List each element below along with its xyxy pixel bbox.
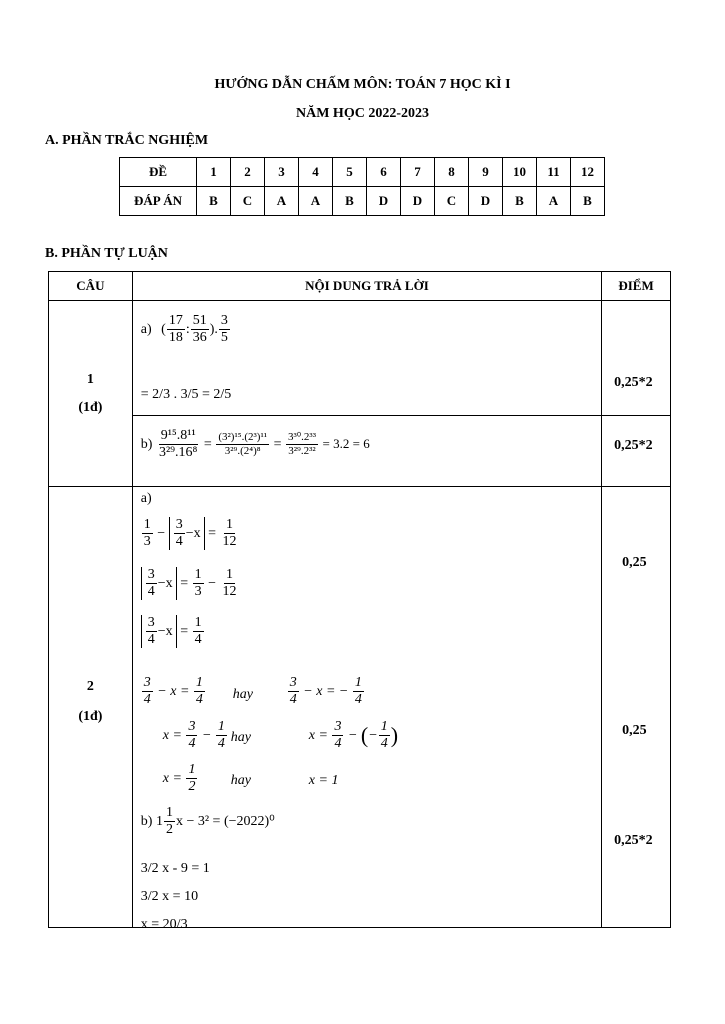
q1-row-a — [49, 301, 671, 416]
question-row — [120, 158, 605, 187]
q2-content — [132, 487, 601, 932]
q2a-step2-right: x = $\frac{3}{4}$ − (− $\frac{1}{4}$ ) — [308, 719, 399, 752]
q2a-step3-right: x = 1 — [308, 773, 339, 788]
answer-cell: B — [197, 187, 231, 216]
answer-row — [120, 187, 605, 216]
q2-number: 2 — [86, 679, 94, 694]
q1b-frac3: $\frac{\text{3³⁰.2³³}}{\text{3²⁹.2³²}}$ — [287, 431, 317, 458]
question-cell: 10 — [503, 158, 537, 187]
q1b-eq1: = — [203, 436, 212, 452]
q2a-line3: $\frac{3}{4}$ −x = $\frac{1}{4}$ — [141, 615, 205, 648]
question-cell: 9 — [469, 158, 503, 187]
q2a-step3-left: x = $\frac{1}{2}$ — [162, 762, 196, 795]
answer-cell: C — [435, 187, 469, 216]
section-b-title: B. PHẦN TỰ LUẬN — [45, 246, 168, 261]
q1-number: 1 — [86, 371, 94, 387]
question-cell: 7 — [401, 158, 435, 187]
q1b-eq2: = — [273, 436, 282, 452]
row-label-dap-an: ĐÁP ÁN — [120, 187, 197, 216]
doc-subtitle: NĂM HỌC 2022-2023 — [296, 106, 429, 121]
q1b-result: = 3.2 = 6 — [322, 435, 370, 451]
q2-points: (1đ) — [78, 709, 103, 724]
q1b-score-cell — [602, 416, 671, 487]
q1-label-cell — [49, 301, 133, 487]
q2a-step1-right: $\frac{3}{4}$ − x = − $\frac{1}{4}$ — [289, 675, 362, 708]
q1b-content — [132, 416, 601, 487]
q1-points: (1đ) — [78, 399, 103, 415]
q2b-line4: x = 20/3 — [140, 917, 188, 932]
q1b-expression — [141, 428, 370, 461]
q1b-frac2: $\frac{\text{(3²)¹⁵.(2³)¹¹}}{\text{3²⁹.(2⁴)⁸}}$ — [218, 431, 268, 458]
q2-label-cell — [49, 487, 133, 928]
q2a-step1-hay: hay — [232, 687, 253, 702]
header-row — [49, 272, 671, 301]
q1a-content — [132, 301, 601, 416]
q1a-score-cell — [602, 301, 671, 416]
q1b-frac1: $\frac{\text{9¹⁵.8¹¹}}{\text{3²⁹.16⁸}}$ — [158, 428, 198, 461]
q1a-expression — [141, 313, 231, 346]
q2a-step2-left: x = $\frac{3}{4}$ − $\frac{1}{4}$ — [162, 719, 225, 752]
q2a-step2-hay: hay — [230, 730, 251, 745]
q2a-line1: $\frac{1}{3}$ − $\frac{3}{4}$ −x = $\frac{1}{12}$ — [143, 517, 237, 550]
q1a-result: = 2/3 . 3/5 = 2/5 — [140, 387, 232, 402]
question-cell: 8 — [435, 158, 469, 187]
q1a-frac2: $\frac{51}{36}$ — [192, 313, 207, 346]
essay-table — [48, 271, 671, 932]
q1b-label: b) — [140, 436, 153, 452]
answer-cell: B — [503, 187, 537, 216]
question-cell: 2 — [231, 158, 265, 187]
question-cell: 3 — [265, 158, 299, 187]
header-cau: CÂU — [49, 272, 133, 301]
q2-score1: 0,25 — [622, 555, 647, 570]
q2a-step3-hay: hay — [230, 773, 251, 788]
question-cell: 4 — [299, 158, 333, 187]
answer-cell: B — [333, 187, 367, 216]
q1b-score: 0,25*2 — [614, 438, 653, 453]
q2a-label: a) — [140, 491, 152, 506]
answer-cell: D — [469, 187, 503, 216]
question-cell: 6 — [367, 158, 401, 187]
answer-key-table — [119, 157, 605, 216]
question-cell: 1 — [197, 158, 231, 187]
q1a-label: a) — [140, 321, 152, 337]
section-a-title: A. PHẦN TRẮC NGHIỆM — [45, 133, 209, 148]
answer-cell: D — [401, 187, 435, 216]
q1a-score: 0,25*2 — [614, 375, 653, 390]
question-cell: 5 — [333, 158, 367, 187]
row-label-de: ĐỀ — [120, 158, 197, 187]
q2a-line2: $\frac{3}{4}$ −x = $\frac{1}{3}$ − $\frac{1}{12}$ — [141, 567, 240, 600]
header-noi-dung: NỘI DUNG TRẢ LỜI — [132, 272, 601, 301]
q2b-line3: 3/2 x = 10 — [140, 889, 199, 904]
q2-score2: 0,25 — [622, 723, 647, 738]
q1a-frac3: $\frac{3}{5}$ — [220, 313, 228, 346]
q2b-expression: b) 1 $\frac{1}{2}$ x − 3² = (−2022)⁰ — [140, 805, 275, 838]
q1a-open: ( — [161, 321, 166, 337]
question-cell: 12 — [571, 158, 605, 187]
answer-cell: B — [571, 187, 605, 216]
q2a-step1-left: $\frac{3}{4}$ − x = $\frac{1}{4}$ — [143, 675, 203, 708]
q2-row — [49, 487, 671, 928]
answer-cell: A — [299, 187, 333, 216]
answer-cell: A — [537, 187, 571, 216]
header-diem: ĐIỂM — [602, 272, 671, 301]
q1a-frac1: $\frac{17}{18}$ — [168, 313, 183, 346]
q1a-close: ). — [209, 321, 218, 337]
q2b-line2: 3/2 x - 9 = 1 — [140, 861, 210, 876]
q2-score-cell — [602, 487, 671, 928]
q1a-colon: : — [185, 321, 190, 337]
q1-row-b — [49, 416, 671, 487]
question-cell: 11 — [537, 158, 571, 187]
answer-cell: C — [231, 187, 265, 216]
q2-score3: 0,25*2 — [614, 833, 653, 848]
doc-title: HƯỚNG DẪN CHẤM MÔN: TOÁN 7 HỌC KÌ I — [214, 77, 511, 92]
answer-cell: A — [265, 187, 299, 216]
answer-cell: D — [367, 187, 401, 216]
